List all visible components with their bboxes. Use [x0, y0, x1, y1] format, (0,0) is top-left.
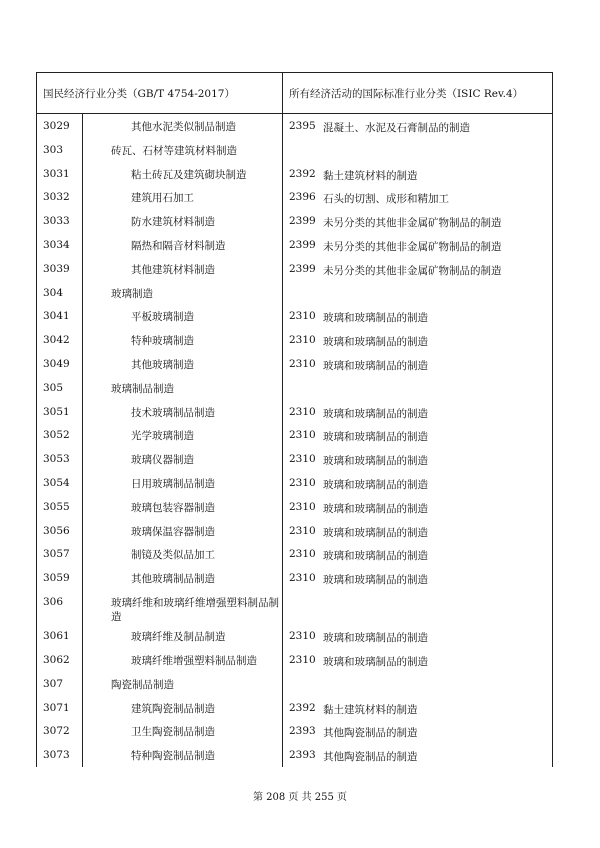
- row-code: 306: [43, 595, 64, 608]
- row-code: 3053: [43, 453, 70, 466]
- row-isic-code: 2310: [289, 357, 316, 370]
- row-name-text: 玻璃制造: [111, 287, 153, 300]
- row-name-text: 陶瓷制品制造: [111, 678, 174, 691]
- row-isic-name: 玻璃和玻璃制品的制造: [323, 632, 428, 645]
- row-isic-name: 其他陶瓷制品的制造: [323, 727, 418, 740]
- row-isic-code: 2310: [289, 548, 316, 561]
- row-isic-code: [283, 376, 323, 400]
- row-name-text: 制镜及类似品加工: [131, 549, 215, 562]
- row-isic-code: 2310: [289, 654, 316, 667]
- row-code: 304: [43, 286, 64, 299]
- row-isic-name: 玻璃和玻璃制品的制造: [323, 656, 428, 669]
- table-row: [37, 495, 552, 519]
- row-isic-code: 2310: [289, 310, 316, 323]
- row-name: [82, 138, 283, 162]
- table-row: [37, 281, 552, 305]
- table-row: [37, 624, 552, 648]
- row-name: [82, 304, 283, 328]
- row-isic-code: [283, 281, 323, 305]
- row-isic-name: 玻璃和玻璃制品的制造: [323, 431, 428, 444]
- row-isic-code: 2395: [289, 120, 316, 132]
- row-name: [82, 162, 283, 186]
- table-row: [37, 138, 552, 162]
- row-name: [82, 624, 283, 648]
- row-name: [82, 672, 283, 696]
- row-isic-code: 2310: [289, 524, 316, 537]
- row-name: [82, 696, 283, 720]
- row-isic-name: 玻璃和玻璃制品的制造: [323, 478, 428, 491]
- row-name-text: 其他玻璃制品制造: [131, 573, 215, 586]
- row-isic-name: 黏土建筑材料的制造: [323, 703, 418, 716]
- row-code: 3051: [43, 405, 70, 418]
- row-isic-code: 2310: [289, 630, 316, 643]
- row-isic-name: 玻璃和玻璃制品的制造: [323, 455, 428, 468]
- table-row: [37, 447, 552, 471]
- row-isic-code: 2310: [289, 453, 316, 466]
- row-code: 3061: [43, 630, 70, 643]
- row-name: [82, 209, 283, 233]
- table-row: [37, 400, 552, 424]
- table-row: [37, 328, 552, 352]
- row-code: 3059: [43, 572, 70, 585]
- row-isic-code: 2310: [289, 476, 316, 489]
- table-row: [37, 352, 552, 376]
- row-code: 3072: [43, 725, 70, 738]
- row-code: 3071: [43, 701, 70, 714]
- row-isic-name: 未另分类的其他非金属矿物制品的制造: [323, 264, 502, 277]
- page-footer: 第 208 页 共 255 页: [252, 792, 348, 803]
- row-name-text: 建筑用石加工: [131, 192, 194, 205]
- table-row: [37, 696, 552, 720]
- row-isic-code: 2310: [289, 500, 316, 513]
- row-name-text: 玻璃纤维和玻璃纤维增强塑料制品制造: [111, 596, 279, 624]
- row-isic-name: 玻璃和玻璃制品的制造: [323, 502, 428, 515]
- row-isic-code: 2392: [289, 167, 316, 180]
- row-code: 3032: [43, 191, 70, 204]
- row-isic-name: 石头的切割、成形和精加工: [323, 193, 449, 206]
- table-row: [37, 648, 552, 672]
- row-name: [82, 257, 283, 281]
- row-code: 3039: [43, 262, 70, 275]
- table-row: [37, 590, 552, 624]
- row-isic-code: 2393: [289, 725, 316, 738]
- table-row: [37, 519, 552, 543]
- row-code: 3054: [43, 476, 70, 489]
- row-code: 3055: [43, 500, 70, 513]
- row-name-text: 砖瓦、石材等建筑材料制造: [111, 144, 237, 157]
- row-name-text: 卫生陶瓷制品制造: [131, 726, 215, 739]
- row-name-text: 建筑陶瓷制品制造: [131, 702, 215, 715]
- row-name: [82, 519, 283, 543]
- header-gb-classification: 国民经济行业分类（GB/T 4754-2017）: [37, 73, 283, 113]
- row-name: [82, 495, 283, 519]
- row-name-text: 玻璃保温容器制造: [131, 525, 215, 538]
- row-isic-name: [323, 281, 552, 305]
- row-isic-name: 玻璃和玻璃制品的制造: [323, 550, 428, 563]
- table-row: [37, 542, 552, 566]
- row-isic-name: [323, 376, 552, 400]
- table-row: [37, 376, 552, 400]
- table-row: [37, 423, 552, 447]
- row-code: 3052: [43, 429, 70, 442]
- row-isic-code: 2399: [289, 262, 316, 275]
- table-row: [37, 114, 552, 138]
- row-isic-code: 2310: [289, 429, 316, 442]
- header-isic-classification: 所有经济活动的国际标准行业分类（ISIC Rev.4）: [289, 87, 524, 100]
- row-name-text: 其他玻璃制造: [131, 358, 194, 371]
- row-name: [82, 566, 283, 590]
- row-code: 3034: [43, 238, 70, 251]
- row-isic-code: 2399: [289, 238, 316, 251]
- row-isic-code: [283, 590, 323, 624]
- row-name-text: 防水建筑材料制造: [131, 216, 215, 229]
- table-row: [37, 672, 552, 696]
- row-isic-name: 未另分类的其他非金属矿物制品的制造: [323, 240, 502, 253]
- row-name: [82, 233, 283, 257]
- row-code: 3056: [43, 524, 70, 537]
- row-isic-name: 玻璃和玻璃制品的制造: [323, 526, 428, 539]
- row-isic-name: 玻璃和玻璃制品的制造: [323, 574, 428, 587]
- row-name-text: 特种玻璃制造: [131, 335, 194, 348]
- row-isic-name: 混凝土、水泥及石膏制品的制造: [323, 122, 470, 134]
- row-name-text: 光学玻璃制造: [131, 430, 194, 443]
- row-name: [82, 352, 283, 376]
- row-name: [82, 423, 283, 447]
- row-code: 3031: [43, 167, 70, 180]
- row-name-text: 平板玻璃制造: [131, 311, 194, 324]
- row-code: 3073: [43, 749, 70, 762]
- row-isic-code: 2399: [289, 215, 316, 228]
- table-row: [37, 162, 552, 186]
- row-isic-code: 2310: [289, 572, 316, 585]
- row-isic-name: 未另分类的其他非金属矿物制品的制造: [323, 217, 502, 230]
- row-name: [82, 719, 283, 743]
- row-name-text: 其他建筑材料制造: [131, 263, 215, 276]
- table-row: [37, 743, 552, 767]
- row-name-text: 粘土砖瓦及建筑砌块制造: [131, 168, 247, 181]
- row-isic-name: [323, 672, 552, 696]
- row-name-text: 玻璃纤维增强塑料制品制造: [131, 655, 257, 668]
- row-name-text: 玻璃制品制造: [111, 382, 174, 395]
- table-row: [37, 257, 552, 281]
- table-row: [37, 304, 552, 328]
- row-code: 3042: [43, 334, 70, 347]
- row-isic-code: [283, 138, 323, 162]
- row-isic-code: [283, 672, 323, 696]
- table-row: [37, 209, 552, 233]
- table-row: [37, 233, 552, 257]
- row-isic-code: 2310: [289, 334, 316, 347]
- row-name: [82, 542, 283, 566]
- row-name-text: 隔热和隔音材料制造: [131, 239, 226, 252]
- row-name: [82, 400, 283, 424]
- row-isic-name: [323, 590, 552, 624]
- table-row: [37, 471, 552, 495]
- classification-table: [36, 72, 553, 767]
- row-name: [82, 114, 283, 138]
- row-code: 3029: [43, 120, 70, 132]
- row-name: [82, 281, 283, 305]
- row-name: [82, 328, 283, 352]
- table-row: [37, 566, 552, 590]
- row-code: 3033: [43, 215, 70, 228]
- row-isic-code: 2393: [289, 749, 316, 762]
- table-row: [37, 719, 552, 743]
- row-name: [82, 185, 283, 209]
- row-isic-name: 黏土建筑材料的制造: [323, 169, 418, 182]
- row-isic-name: 玻璃和玻璃制品的制造: [323, 312, 428, 325]
- row-isic-code: 2310: [289, 405, 316, 418]
- row-code: 307: [43, 677, 64, 690]
- table-frame: [36, 72, 553, 767]
- row-code: 3057: [43, 548, 70, 561]
- row-isic-code: 2392: [289, 701, 316, 714]
- row-isic-name: 玻璃和玻璃制品的制造: [323, 407, 428, 420]
- row-name: [82, 590, 283, 624]
- row-code: 3041: [43, 310, 70, 323]
- row-isic-code: 2396: [289, 191, 316, 204]
- row-code: 303: [43, 143, 64, 156]
- row-code: 3062: [43, 654, 70, 667]
- row-code: 3049: [43, 357, 70, 370]
- table-header: [37, 73, 552, 114]
- row-isic-name: 玻璃和玻璃制品的制造: [323, 336, 428, 349]
- row-name: [82, 648, 283, 672]
- table-body: [37, 114, 552, 767]
- row-name: [82, 743, 283, 767]
- row-name-text: 特种陶瓷制品制造: [131, 750, 215, 763]
- row-isic-name: 其他陶瓷制品的制造: [323, 751, 418, 764]
- row-name: [82, 471, 283, 495]
- row-name-text: 玻璃仪器制造: [131, 454, 194, 467]
- row-isic-name: [323, 138, 552, 162]
- row-name: [82, 447, 283, 471]
- row-name-text: 技术玻璃制品制造: [131, 406, 215, 419]
- row-code: 305: [43, 381, 64, 394]
- row-name-text: 玻璃包装容器制造: [131, 501, 215, 514]
- table-row: [37, 185, 552, 209]
- row-name-text: 日用玻璃制品制造: [131, 477, 215, 490]
- row-name-text: 玻璃纤维及制品制造: [131, 631, 226, 644]
- row-isic-name: 玻璃和玻璃制品的制造: [323, 359, 428, 372]
- row-name: [82, 376, 283, 400]
- row-name-text: 其他水泥类似制品制造: [131, 121, 236, 133]
